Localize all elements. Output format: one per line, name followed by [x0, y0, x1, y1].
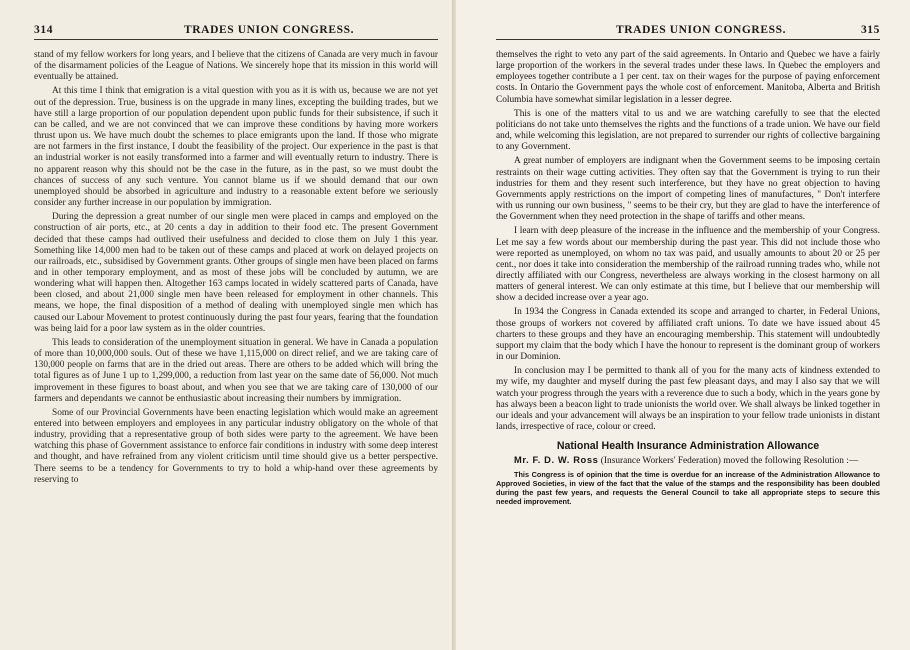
mover-organisation: (Insurance Workers' Federation) — [600, 456, 721, 467]
mover-name: Mr. F. D. W. Ross — [514, 455, 599, 466]
section-heading: National Health Insurance Administration Allowance — [556, 440, 820, 453]
paragraph: In conclusion may I be permitted to thank all of you for the many acts of kindness extended to my wife, my daughter and myself during the past few pleasant days, and may I also say that we will watch your progress through the years with a reverence due to such a body, which in the years gone by has always been a beacon light to trade unionists the world over. We shall always be linked together in our ideals and your advancement will always be an inspiration to your fellow trade unionists in distant lands, irrespective of race, colour or creed. — [496, 366, 880, 432]
paragraph: This is one of the matters vital to us and we are watching carefully to see that the elected politicians do not take unto themselves the rights and the functions of a trade union. We have our field and, while welcoming this legislation, are not prepared to surrender our rights of collective bargaining to any Government. — [496, 108, 880, 153]
paragraph: Some of our Provincial Governments have been enacting legislation which would make an agreement entered into between employers and employees in any particular industry obligatory on the whole of that industry, providing that a representative group of both sides were party to the agreement. We have been watching this phase of Government assistance to enforce fair conditions in industry with some deep interest and thought, and have refrained from any violent criticism until time should give us a better perspective. There seems to be a tendency for Governments to try to hold a whip-hand over these agreements by reserving to — [34, 407, 438, 485]
paragraph: themselves the right to veto any part of the said agreements. In Ontario and Quebec we have a fairly large proportion of the workers in the several trades under these laws. In Quebec the employers and employees together contribute a 1 per cent. tax on their wages for the purpose of paying enforcement costs. In Ontario the Government pays the whole cost of enforcement. Manitoba, Alberta and British Columbia have somewhat similar legislation in a lesser degree. — [496, 50, 880, 105]
page-number: 315 — [860, 24, 880, 36]
resolution-text: This Congress is of opinion that the time is overdue for an increase of the Administration Allowance to Approved Societies, in view of the fact that the value of the stamps and the responsibility has been doubled during the past few years, and requests the General Council to take all appropriate steps to secure this needed improvement. — [496, 470, 880, 507]
resolution-mover — [496, 455, 880, 467]
page-body — [34, 50, 438, 489]
page-number: 314 — [34, 24, 54, 36]
page-body — [496, 50, 880, 509]
paragraph: A great number of employers are indignant when the Government seems to be imposing certain restraints on their wage cutting activities. They often say that the Government is trying to run their industries for them and they resent such interference, but they have no great objection to having Governments apply restrictions on the import of competing lines of manufactures, " Don't interfere with us running our own business, " seems to be their cry, but they are glad to have the interference of the Government when they need protection in the shape of tariffs and other means. — [496, 156, 880, 223]
header-rule — [496, 39, 880, 40]
running-head-title: TRADES UNION CONGRESS. — [616, 24, 787, 36]
mover-text: moved the following Resolution :— — [723, 456, 859, 467]
paragraph: stand of my fellow workers for long years, and I believe that the citizens of Canada are very much in favour of the disarmament policies of the League of Nations. We sincerely hope that its mission in this world will eventually be attained. — [34, 50, 438, 83]
right-page — [456, 0, 910, 650]
paragraph: In 1934 the Congress in Canada extended its scope and arranged to charter, in Federal Unions, those groups of workers not covered by affiliated craft unions. To date we have issued about 45 charters to these groups and they have an encouraging membership. This statement will undoubtedly support my claim that the body which I have the honour to represent is the dominant group of workers in our Dominion. — [496, 307, 880, 363]
left-page — [0, 0, 454, 650]
paragraph: I learn with deep pleasure of the increase in the influence and the membership of your Congress. Let me say a few words about our membership during the past year. This did not include those who were reported as unemployed, on whom no tax was paid, and usually amounts to about 20 or 25 per cent., nor does it take into consideration the membership of the railroad running trades who, while not directly affiliated with our Congress, nevertheless are always working in the closest harmony on all matters of general interest. We can only estimate at this time, but I believe that our membership will show a decided increase over a year ago. — [496, 226, 880, 304]
paragraph: At this time I think that emigration is a vital question with you as it is with us, because we are not yet out of the depression. True, business is on the upgrade in many lines, excepting the building trades, but we have still a large proportion of our population dependent upon public funds for their subsistence, if such it can be called, and we are not convinced that we can improve these conditions by having more workers thrust upon us. We have much doubt the schemes to place emigrants upon the land. If those who migrate are not farmers in the first instance, I doubt the feasibility of the project. Our experience in the past is that an industrial worker is not easily transformed into a farmer and will eventually return to industry. There is no apparent reason why this should not be the case in the future, as in the past, so we must doubt the chances of success of any such venture. You cannot blame us if we should demand that our own unemployed should be absorbed in agriculture and industry to a reasonable extent before we seriously consider any further increase in our population by immigration. — [34, 86, 438, 209]
paragraph: This leads to consideration of the unemployment situation in general. We have in Canada a population of more than 10,000,000 souls. Out of these we have 1,115,000 on direct relief, and we are taking care of 130,000 people on farms that are in the dried out areas. There are others to be added which will bring the total figures as of June 1 up to 1,299,000, a reduction from last year on the same date of 56,000. Not much improvement in these figures to boast about, and when you see that we are taking care of 130,000 of our farmers and dependants we cannot be enthusiastic about increasing their numbers by immigration. — [34, 337, 438, 404]
paragraph: During the depression a great number of our single men were placed in camps and employed on the construction of air ports, etc., at 20 cents a day in addition to their food etc. The present Government decided that these camps had outlived their usefulness and decided to close them on July 1 this year. Something like 14,000 men had to be taken out of these camps and placed at work on delayed projects on our railroads, etc., subsidised by Government grants. Other groups of single men have been placed on farms and in other temporary employment, and as most of these jobs will be concluded by autumn, we are wondering what will happen then. Altogether 163 camps located in widely scattered parts of Canada, have been closed, and about 21,000 single men have been released for employment in other channels. This means, we hope, the final disposition of a method of dealing with unemployed single men which has caused our Labour Movement to protest continuously during the past four years, fearing that the foundation was being laid for a poor law system as in the older countries. — [34, 212, 438, 334]
header-rule — [34, 39, 438, 40]
running-head-title: TRADES UNION CONGRESS. — [184, 24, 355, 36]
